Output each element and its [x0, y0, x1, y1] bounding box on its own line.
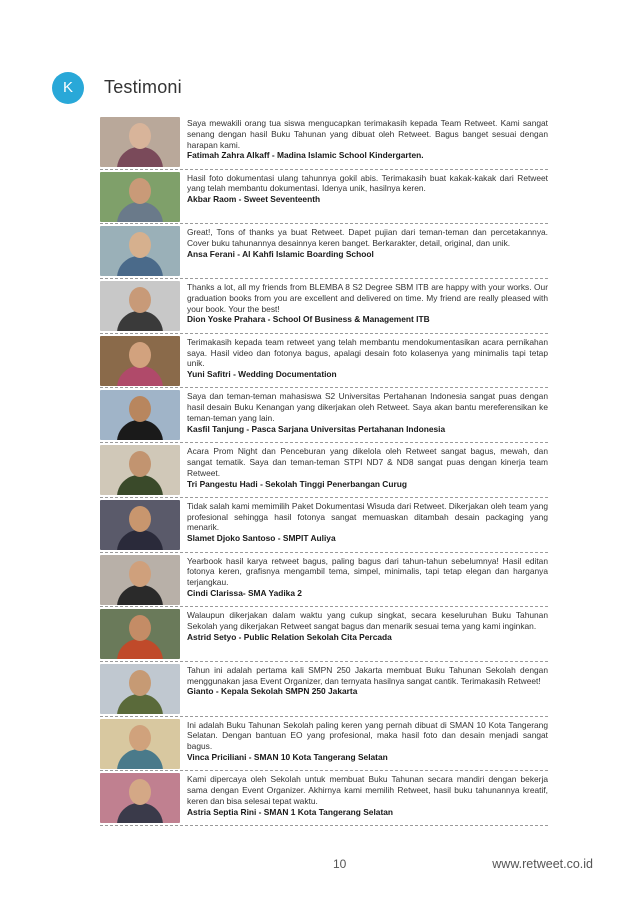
- testimonial-author: Gianto - Kepala Sekolah SMPN 250 Jakarta: [187, 686, 358, 697]
- testimonial-photo: [100, 773, 180, 823]
- testimonial-photo: [100, 719, 180, 769]
- testimonial-quote: Thanks a lot, all my friends from BLEMBA 8 S2 Degree SBM ITB are happy with your works. Our graduation books from you are excellent and delivered on time. My friend are really pleased with your book. Your the best!: [187, 282, 548, 314]
- testimonial-photo: [100, 555, 180, 605]
- testimonial-item: [100, 224, 548, 279]
- testimonial-author: Slamet Djoko Santoso - SMPIT Auliya: [187, 533, 336, 544]
- testimonial-item: [100, 553, 548, 608]
- testimonial-quote: Hasil foto dokumentasi ulang tahunnya gokil abis. Terimakasih buat kakak-kakak dari Retweet yang telah membantu dokumentasi. Idenya unik, hasilnya keren.: [187, 172, 548, 194]
- testimonial-photo: [100, 172, 180, 222]
- testimonial-item: [100, 170, 548, 225]
- testimonial-photo: [100, 500, 180, 550]
- testimonial-list: [100, 115, 548, 826]
- testimonial-quote: Tahun ini adalah pertama kali SMPN 250 Jakarta membuat Buku Tahunan Sekolah dengan menggunakan jasa Event Organizer, dan ternyata hasilnya sangat cantik. Terimakasih Retweet!: [187, 664, 548, 686]
- testimonial-quote: Saya dan teman-teman mahasiswa S2 Universitas Pertahanan Indonesia sangat puas dengan hasil desain Buku Kenangan yang dikerjakan oleh Retweet. Saya akan bantu mereferensikan ke teman-teman yang lain.: [187, 391, 548, 424]
- testimonial-item: [100, 115, 548, 170]
- testimonial-quote: Kami dipercaya oleh Sekolah untuk membuat Buku Tahunan secara mandiri dengan bekerja sama dengan Event Organizer. Akhirnya kami memilih Retweet, hasil buku tahunannya kreatif, keren dan bisa selesai tepat waktu.: [187, 774, 548, 806]
- testimonial-quote: Terimakasih kepada team retweet yang telah membantu mendokumentasikan acara pernikahan saya. Hasil video dan fotonya bagus, apalagi desain foto kolasenya yang minimalis tapi tetap unik.: [187, 336, 548, 369]
- testimonial-author: Kasfil Tanjung - Pasca Sarjana Universitas Pertahanan Indonesia: [187, 423, 446, 434]
- testimonial-photo: [100, 664, 180, 714]
- testimonial-quote: Yearbook hasil karya retweet bagus, paling bagus dari tahun-tahun sebelumnya! Hasil editan fotonya keren, grafisnya mengambil tema, simpel, minimalis, tapi tetap elegan dan harganya terjangkau.: [187, 555, 548, 588]
- testimonial-author: Ansa Ferani - Al Kahfi Islamic Boarding School: [187, 248, 374, 259]
- testimonial-photo: [100, 336, 180, 386]
- testimonial-item: [100, 662, 548, 717]
- footer-url: www.retweet.co.id: [492, 857, 593, 871]
- testimonial-author: Tri Pangestu Hadi - Sekolah Tinggi Penerbangan Curug: [187, 478, 407, 489]
- testimonial-item: [100, 443, 548, 498]
- section-title: Testimoni: [104, 77, 182, 97]
- testimonial-quote: Tidak salah kami memimilih Paket Dokumentasi Wisuda dari Retweet. Dikerjakan oleh team yang profesional sehingga hasil fotonya sangat memuaskan ditambah desain packaging yang menarik.: [187, 500, 548, 533]
- testimonial-quote: Ini adalah Buku Tahunan Sekolah paling keren yang pernah dibuat di SMAN 10 Kota Tangerang Selatan. Dengan bantuan EO yang profesional, maka hasil foto dan desain menjadi sangat bagus.: [187, 719, 548, 752]
- page-number: 10: [333, 857, 347, 871]
- testimonial-quote: Acara Prom Night dan Penceburan yang dikelola oleh Retweet sangat bagus, mewah, dan sangat tematik. Saya dan teman-teman STPI ND7 & ND8 sangat puas dengan kinerja team Retweet.: [187, 446, 548, 478]
- testimonial-author: Fatimah Zahra Alkaff - Madina Islamic School Kindergarten.: [187, 150, 424, 161]
- testimonial-item: [100, 717, 548, 772]
- testimonial-quote: Saya mewakili orang tua siswa mengucapkan terimakasih kepada Team Retweet. Kami sangat senang dengan hasil Buku Tahunan yang dibuat oleh Retweet. Bagus banget sesuai dengan harapan kami.: [187, 118, 548, 150]
- testimonial-photo: [100, 390, 180, 440]
- testimonial-author: Astrid Setyo - Public Relation Sekolah Cita Percada: [187, 631, 392, 642]
- testimonial-item: [100, 279, 548, 334]
- testimonial-photo: [100, 445, 180, 495]
- testimonial-author: Akbar Raom - Sweet Seventeenth: [187, 194, 321, 205]
- testimonial-photo: [100, 281, 180, 331]
- testimonial-author: Astria Septia Rini - SMAN 1 Kota Tangerang Selatan: [187, 806, 394, 817]
- testimonial-photo: [100, 609, 180, 659]
- testimonial-author: Dion Yoske Prahara - School Of Business & Management ITB: [187, 314, 430, 325]
- testimonial-item: [100, 334, 548, 389]
- testimonial-author: Cindi Clarissa- SMA Yadika 2: [187, 587, 302, 598]
- testimonial-item: [100, 498, 548, 553]
- testimonial-author: Yuni Safitri - Wedding Documentation: [187, 369, 337, 380]
- testimonial-author: Vinca Priciliani - SMAN 10 Kota Tangerang Selatan: [187, 751, 388, 762]
- testimonial-item: [100, 607, 548, 662]
- section-badge: K: [52, 72, 84, 104]
- testimonial-quote: Walaupun dikerjakan dalam waktu yang cukup singkat, secara keseluruhan Buku Tahunan Sekolah yang dikerjakan Retweet sangat bagus dan menarik sesuai tema yang kami inginkan.: [187, 610, 548, 631]
- testimonial-item: [100, 771, 548, 826]
- testimonial-photo: [100, 117, 180, 167]
- testimonial-photo: [100, 226, 180, 276]
- testimonial-quote: Great!, Tons of thanks ya buat Retweet. Dapet pujian dari teman-teman dan percetakannya. Cover buku tahunannya desainnya keren banget. Berkarakter, detail, original, dan unik.: [187, 227, 548, 249]
- testimonial-item: [100, 388, 548, 443]
